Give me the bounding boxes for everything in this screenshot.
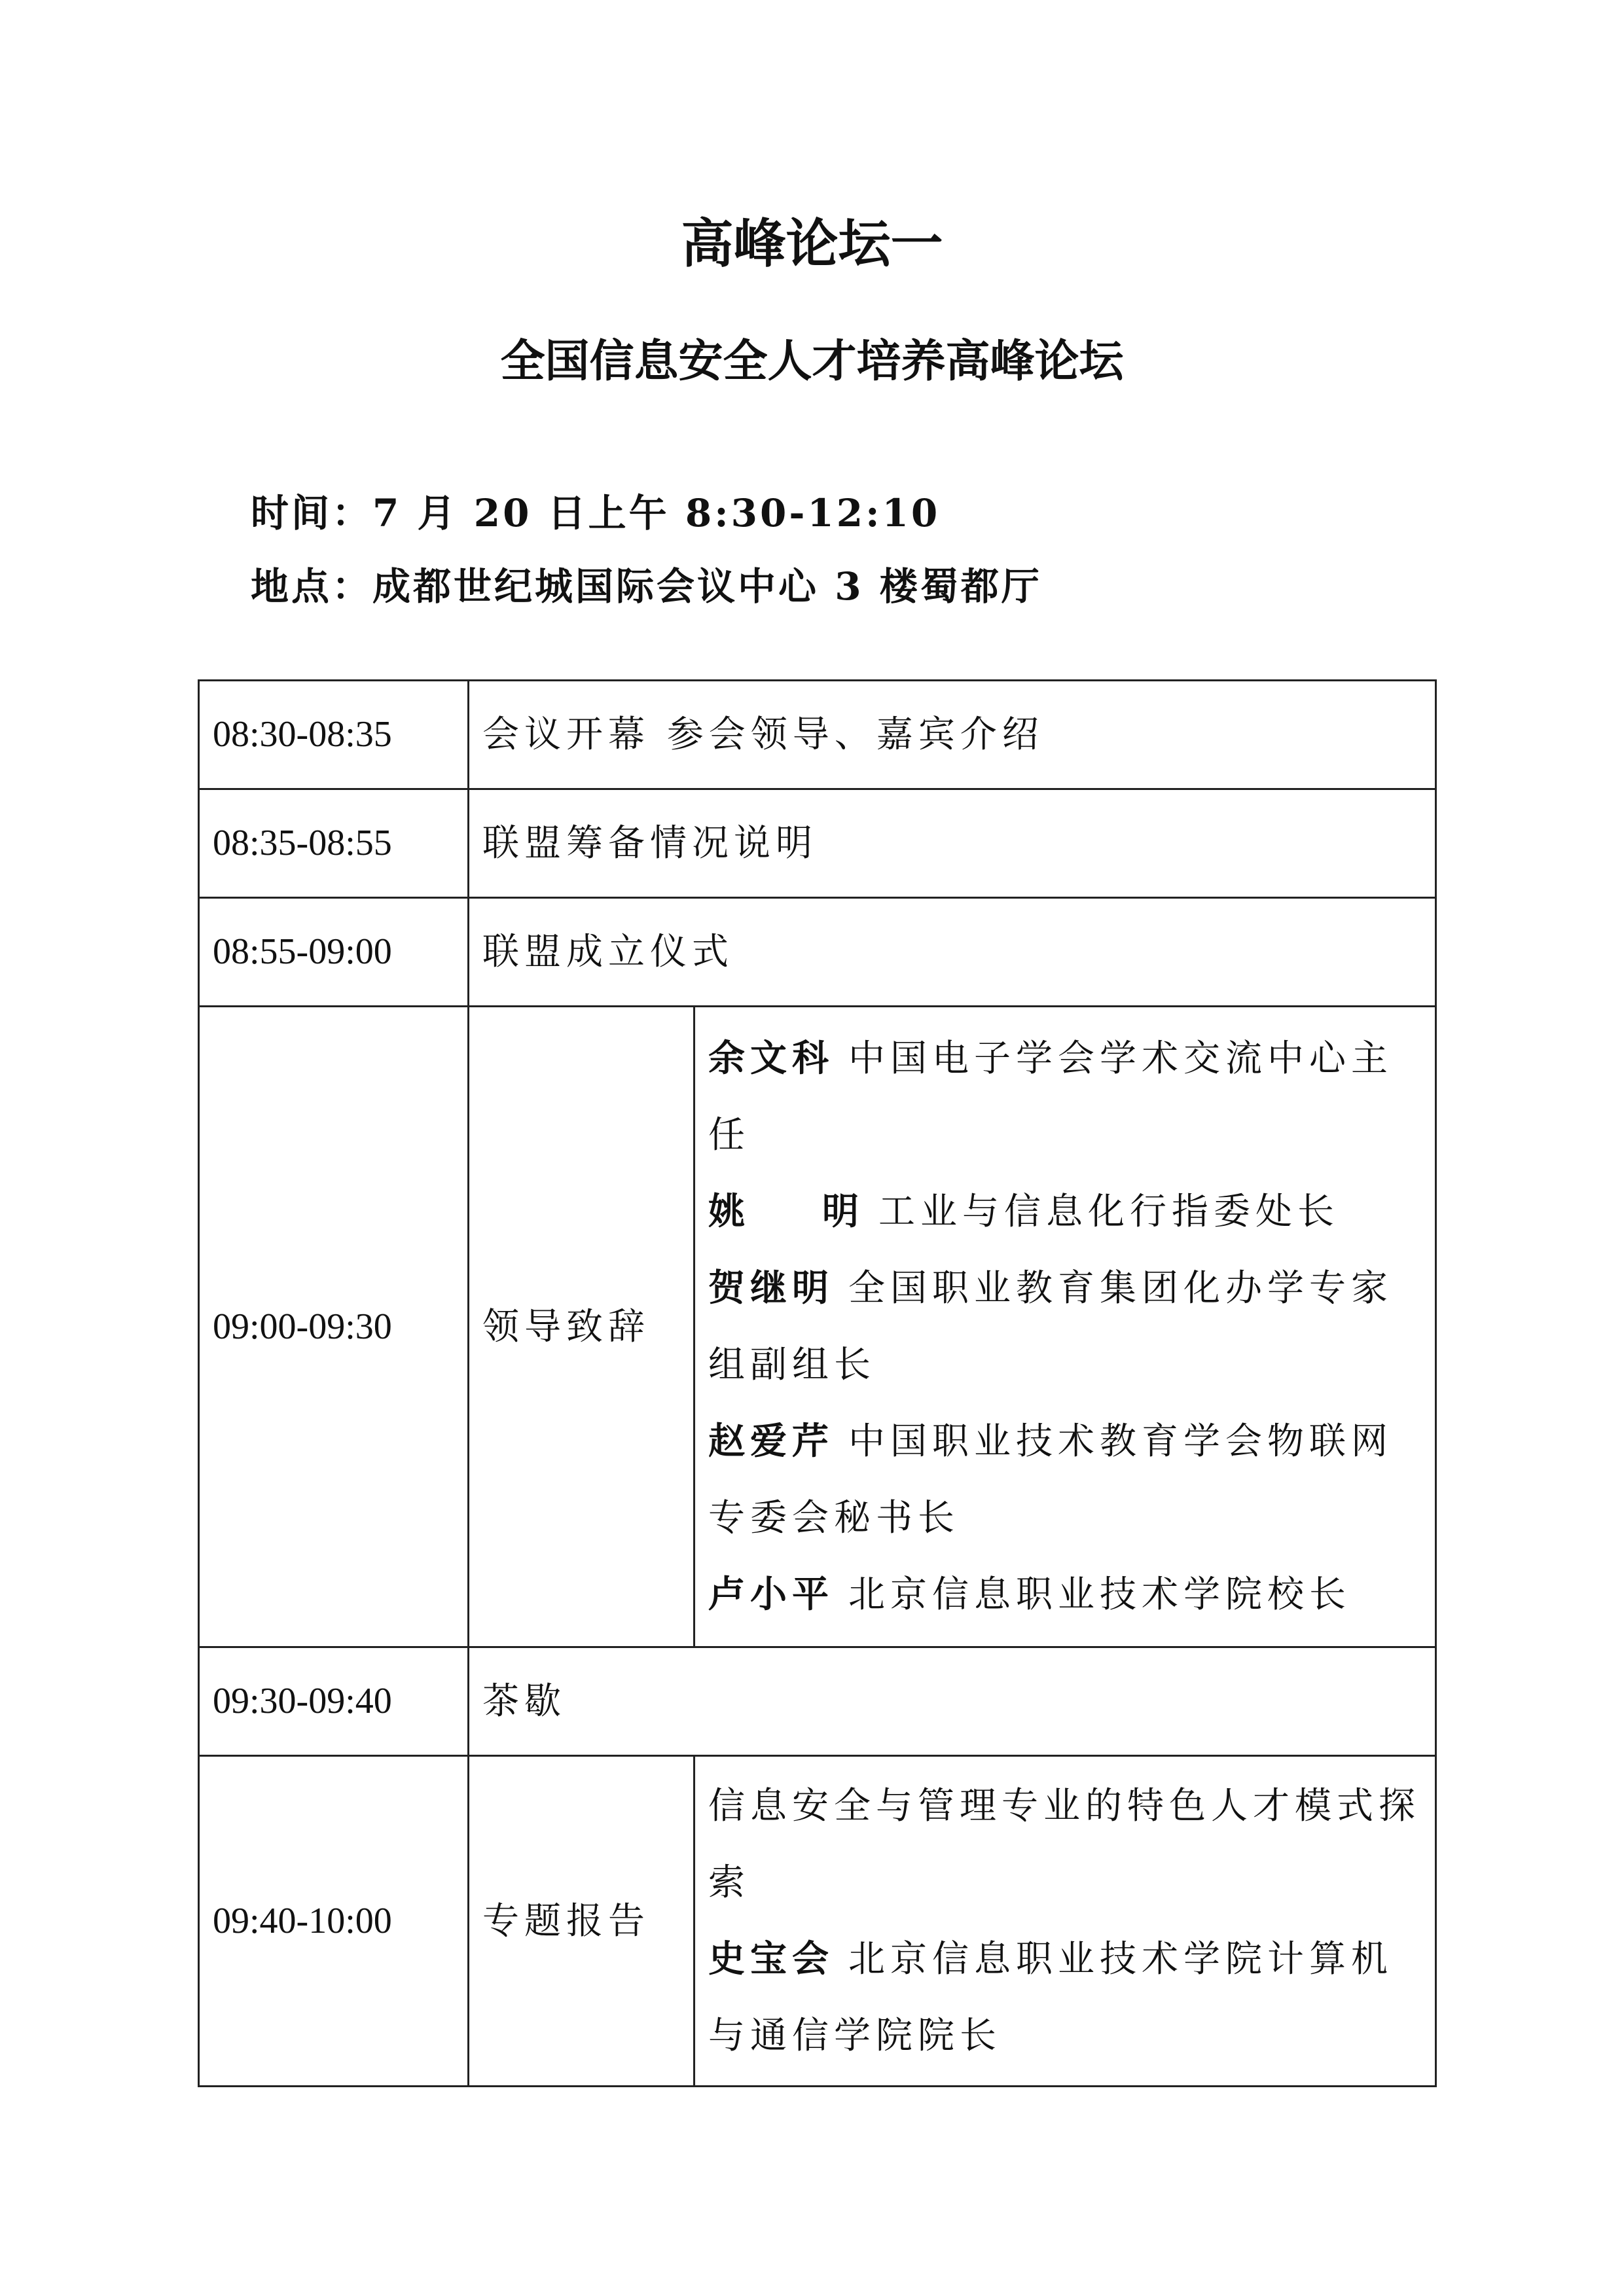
- time-cell: 08:55-09:00: [199, 898, 469, 1007]
- speaker-entry: [708, 1174, 1422, 1250]
- speaker-entry: [708, 1250, 1422, 1403]
- speaker-entry: [708, 1556, 1422, 1633]
- time-cell: 09:30-09:40: [199, 1647, 469, 1756]
- activity-cell: 茶歇: [469, 1647, 1436, 1756]
- activity-cell: 领导致辞: [469, 1007, 695, 1647]
- speaker-name: 赵爱芹: [708, 1420, 834, 1463]
- page-title: 高峰论坛一: [681, 213, 943, 274]
- speaker-name: 卢小平: [708, 1573, 834, 1616]
- schedule-row: [199, 1756, 1436, 2087]
- schedule-row: [199, 898, 1436, 1007]
- topic-cell: [695, 1756, 1436, 2087]
- speaker-title: 全国职业教育集团化办学专家组副组长: [708, 1267, 1393, 1386]
- event-info: [251, 476, 1042, 623]
- speaker-title: 中国电子学会学术交流中心主任: [708, 1037, 1393, 1157]
- schedule-row: [199, 1647, 1436, 1756]
- event-location: 地点：成都世纪城国际会议中心 3 楼蜀都厅: [251, 564, 1042, 609]
- time-cell: 09:40-10:00: [199, 1756, 469, 2087]
- speaker-entry: [708, 1921, 1422, 2074]
- activity-cell: 会议开幕 参会领导、嘉宾介绍: [469, 681, 1436, 789]
- activity-cell: 联盟成立仪式: [469, 898, 1436, 1007]
- time-cell: 09:00-09:30: [199, 1007, 469, 1647]
- schedule-row: [199, 1007, 1436, 1647]
- activity-cell: 联盟筹备情况说明: [469, 789, 1436, 898]
- speakers-cell: [695, 1007, 1436, 1647]
- time-cell: 08:35-08:55: [199, 789, 469, 898]
- page-subtitle: 全国信息安全人才培养高峰论坛: [500, 336, 1124, 387]
- schedule-row: [199, 681, 1436, 789]
- speaker-title: 北京信息职业技术学院计算机与通信学院院长: [708, 1938, 1393, 2057]
- schedule-table: [198, 679, 1437, 2087]
- speaker-name: 史宝会: [708, 1937, 834, 1981]
- event-time: 时间：7 月 20 日上午 8:30-12:10: [251, 491, 941, 535]
- time-cell: 08:30-08:35: [199, 681, 469, 789]
- speaker-name: 余文科: [708, 1037, 834, 1080]
- speaker-title: 北京信息职业技术学院校长: [848, 1573, 1351, 1616]
- speaker-title: 工业与信息化行指委处长: [878, 1191, 1339, 1233]
- schedule-row: [199, 789, 1436, 898]
- speaker-entry: [708, 1020, 1422, 1174]
- activity-cell: 专题报告: [469, 1756, 695, 2087]
- speaker-entry: [708, 1403, 1422, 1556]
- speaker-title: 中国职业技术教育学会物联网专委会秘书长: [708, 1420, 1393, 1539]
- report-topic: 信息安全与管理专业的特色人才模式探索: [708, 1785, 1420, 1904]
- speaker-name: 贺继明: [708, 1266, 834, 1310]
- speaker-name: 姚 明: [708, 1190, 864, 1233]
